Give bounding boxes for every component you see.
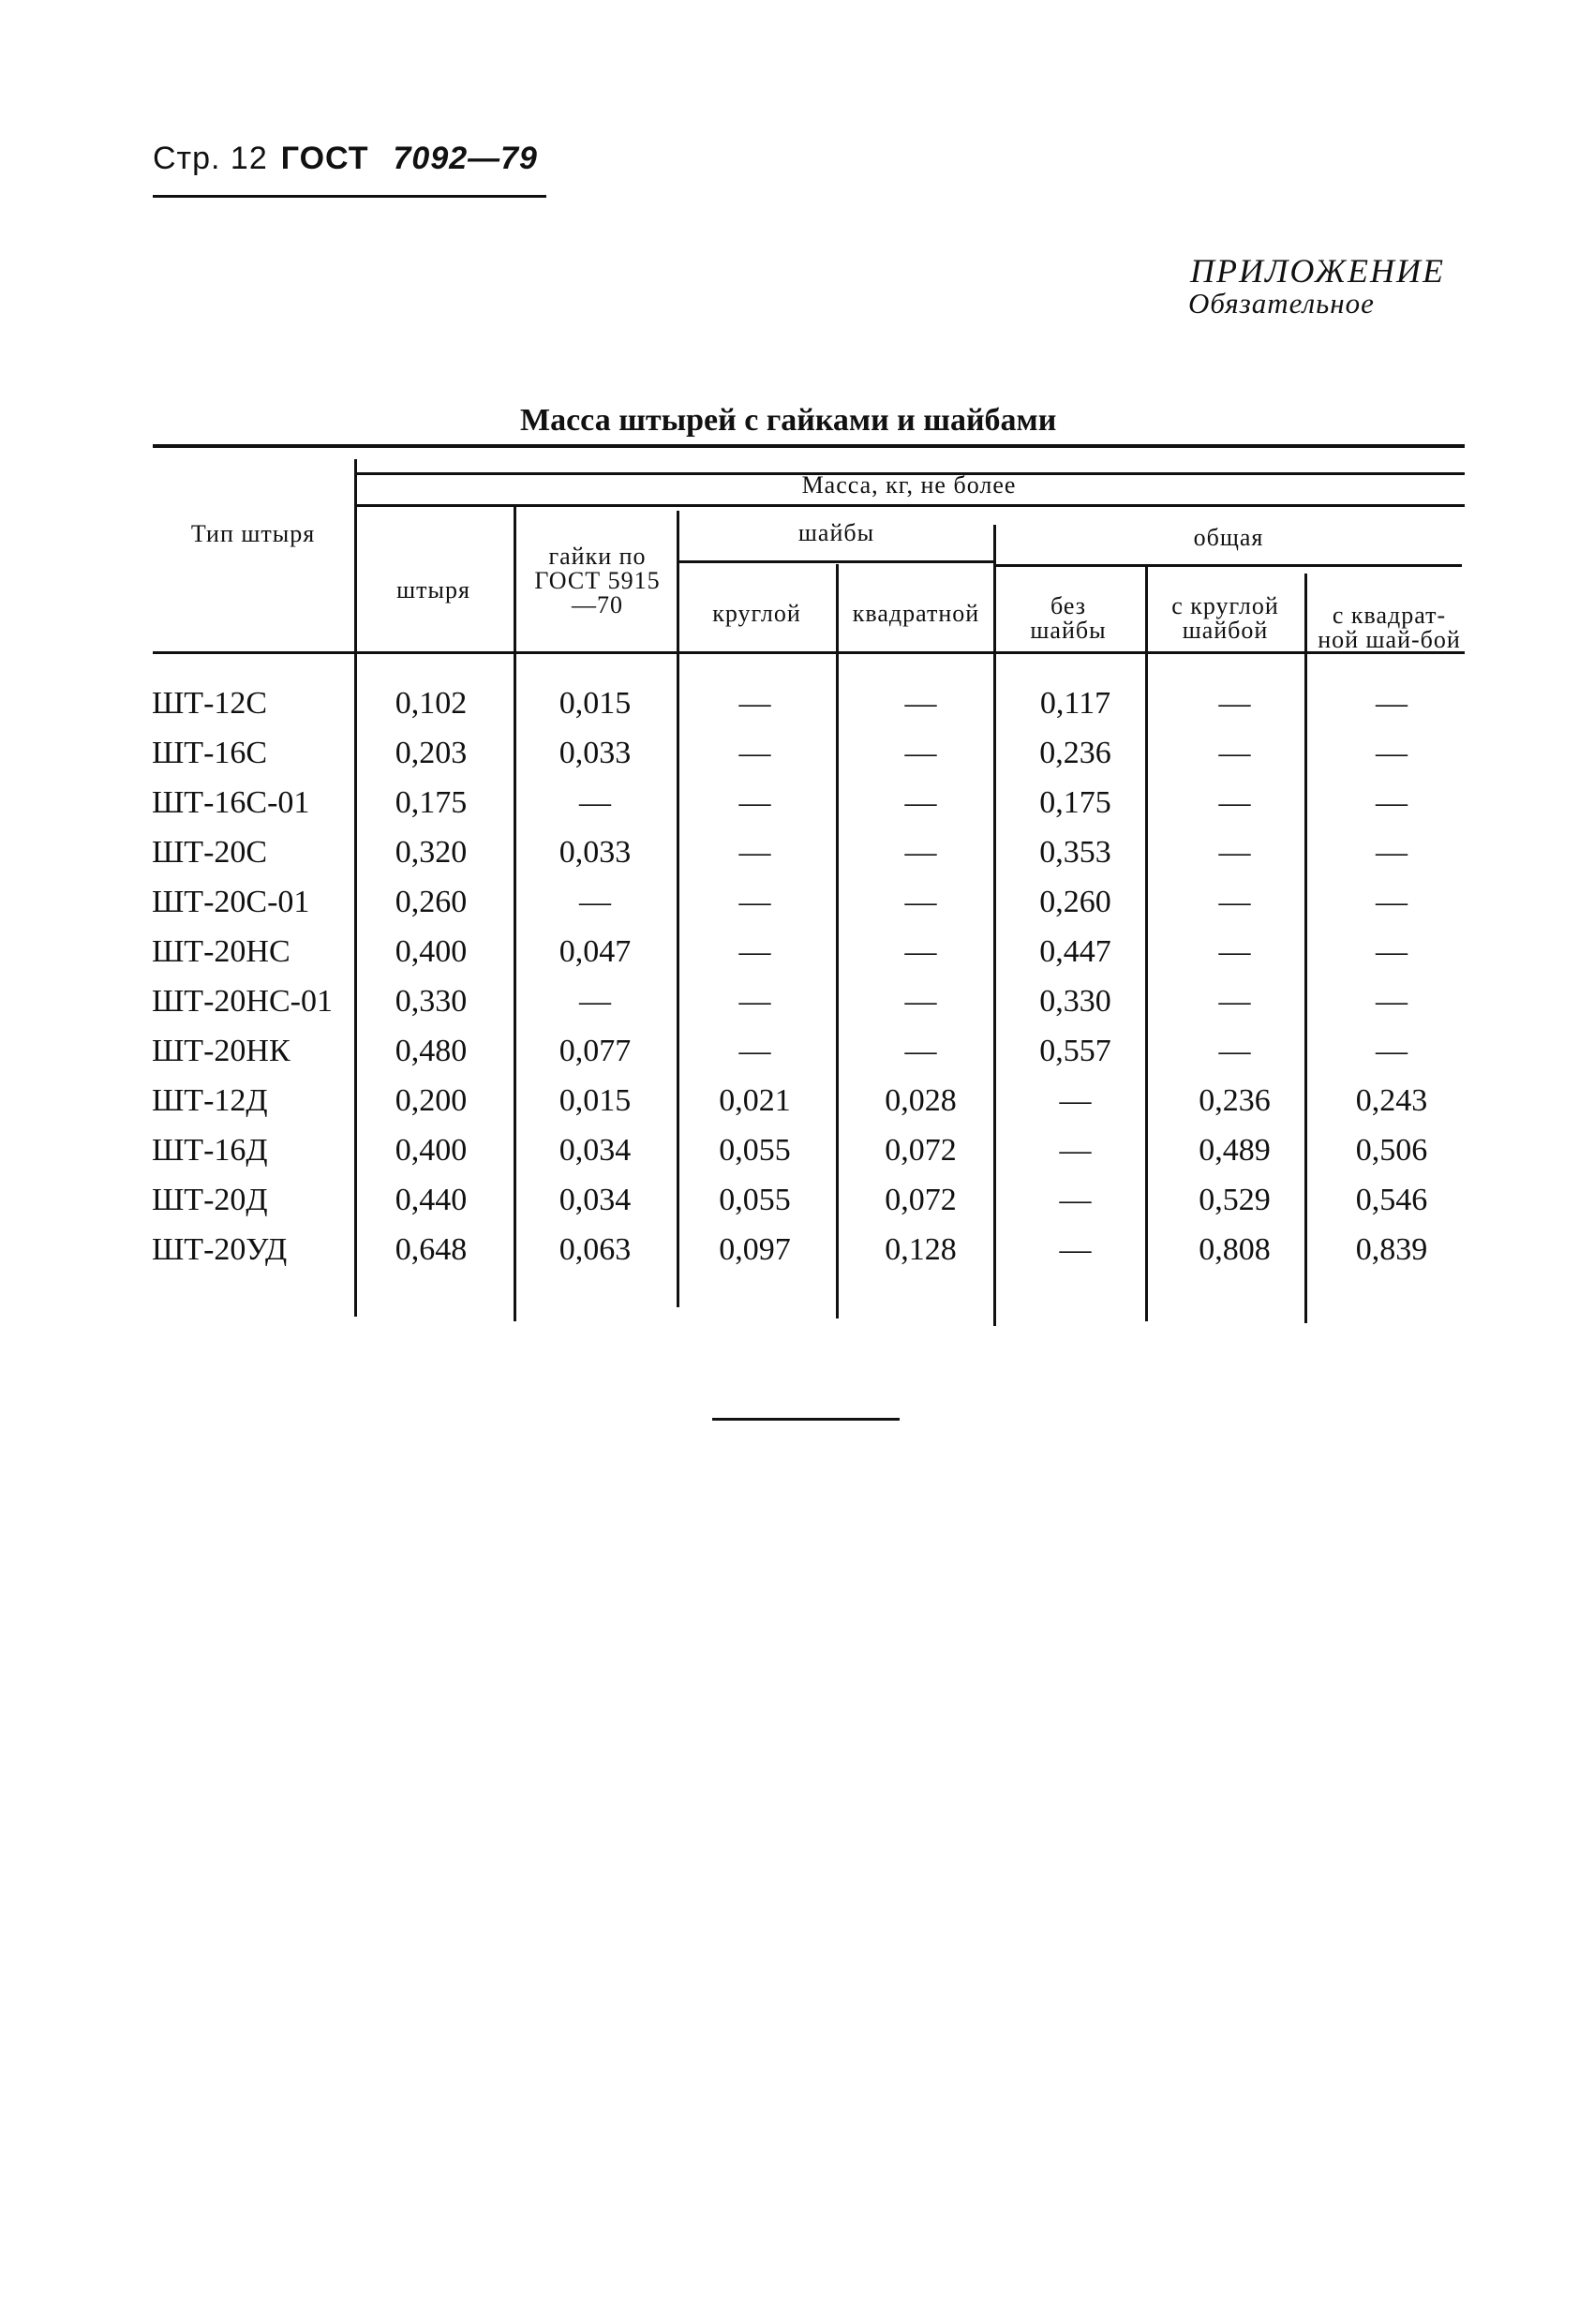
cell-total-with-square: — [1376,785,1408,820]
cell-type: ШТ-20С-01 [152,885,310,919]
table-row [150,1232,1471,1279]
header-with-round: с круглой шайбой [1171,592,1279,644]
appendix-title: ПРИЛОЖЕНИЕ [1190,252,1445,290]
cell-total-no-washer: — [1059,1232,1092,1267]
cell-type: ШТ-12С [152,686,268,721]
cell-round-washer-mass: — [738,934,771,969]
cell-total-no-washer: — [1059,1183,1092,1217]
cell-square-washer-mass: — [904,785,937,820]
cell-total-with-square: 0,839 [1355,1232,1428,1267]
cell-round-washer-mass: — [738,686,771,721]
standard-label: ГОСТ [280,141,369,176]
page-header [153,141,538,177]
cell-type: ШТ-20НК [152,1034,290,1068]
cell-nut-mass: — [579,984,611,1019]
cell-pin-mass: 0,102 [395,686,468,721]
cell-square-washer-mass: — [904,686,937,721]
cell-nut-mass: 0,033 [559,835,632,870]
cell-nut-mass: 0,015 [559,686,632,721]
cell-round-washer-mass: 0,055 [719,1133,791,1168]
header-square: квадратной [852,600,980,627]
cell-pin-mass: 0,400 [395,934,468,969]
cell-pin-mass: 0,330 [395,984,468,1019]
cell-total-no-washer: 0,447 [1039,934,1111,969]
cell-round-washer-mass: — [738,785,771,820]
subgroup-rule [354,504,1465,507]
cell-type: ШТ-16С-01 [152,785,310,820]
cell-square-washer-mass: — [904,736,937,770]
table-row [150,785,1471,832]
cell-square-washer-mass: — [904,885,937,919]
cell-total-with-round: — [1218,934,1251,969]
cell-round-washer-mass: 0,097 [719,1232,791,1267]
cell-square-washer-mass: — [904,1034,937,1068]
cell-pin-mass: 0,480 [395,1034,468,1068]
cell-total-no-washer: 0,236 [1039,736,1111,770]
table-row [150,885,1471,931]
cell-total-with-square: — [1376,934,1408,969]
header-nuts: гайки по ГОСТ 5915—70 [534,543,661,618]
washers-group-rule [679,560,993,563]
header-rule [153,195,546,198]
cell-total-with-round: 0,529 [1199,1183,1271,1217]
cell-pin-mass: 0,400 [395,1133,468,1168]
cell-nut-mass: 0,077 [559,1034,632,1068]
cell-total-with-round: — [1218,785,1251,820]
cell-nut-mass: 0,015 [559,1083,632,1118]
cell-nut-mass: 0,063 [559,1232,632,1267]
cell-square-washer-mass: 0,072 [885,1183,957,1217]
cell-total-no-washer: 0,330 [1039,984,1111,1019]
cell-round-washer-mass: 0,055 [719,1183,791,1217]
cell-round-washer-mass: — [738,1034,771,1068]
cell-total-with-round: — [1218,686,1251,721]
cell-total-no-washer: 0,260 [1039,885,1111,919]
cell-nut-mass: 0,033 [559,736,632,770]
cell-type: ШТ-20УД [152,1232,288,1267]
cell-nut-mass: — [579,885,611,919]
footer-rule [712,1418,900,1421]
table-row [150,1183,1471,1229]
header-with-square: с квадрат-ной шай-бой [1318,602,1461,653]
cell-type: ШТ-20Д [152,1183,268,1217]
header-pin: штыря [396,576,470,603]
cell-round-washer-mass: — [738,835,771,870]
cell-total-with-square: 0,243 [1355,1083,1428,1118]
cell-type: ШТ-20НС [152,934,290,969]
cell-type: ШТ-16Д [152,1133,268,1168]
cell-nut-mass: — [579,785,611,820]
cell-square-washer-mass: 0,072 [885,1133,957,1168]
cell-round-washer-mass: — [738,736,771,770]
cell-total-with-round: 0,808 [1199,1232,1271,1267]
cell-pin-mass: 0,200 [395,1083,468,1118]
cell-pin-mass: 0,648 [395,1232,468,1267]
cell-round-washer-mass: 0,021 [719,1083,791,1118]
cell-nut-mass: 0,047 [559,934,632,969]
cell-total-with-round: 0,236 [1199,1083,1271,1118]
cell-total-with-square: — [1376,736,1408,770]
appendix-subtitle: Обязательное [1188,287,1375,320]
cell-pin-mass: 0,175 [395,785,468,820]
cell-total-with-square: — [1376,984,1408,1019]
cell-round-washer-mass: — [738,885,771,919]
cell-type: ШТ-20С [152,835,268,870]
cell-total-with-round: — [1218,984,1251,1019]
header-total-group: общая [1193,524,1264,551]
cell-total-no-washer: 0,175 [1039,785,1111,820]
cell-total-with-square: — [1376,686,1408,721]
cell-nut-mass: 0,034 [559,1183,632,1217]
cell-total-with-round: 0,489 [1199,1133,1271,1168]
cell-nut-mass: 0,034 [559,1133,632,1168]
cell-total-with-square: — [1376,1034,1408,1068]
header-no-washer: без шайбы [1030,592,1107,644]
cell-total-no-washer: — [1059,1133,1092,1168]
header-round: круглой [712,600,801,627]
standard-number: 7092—79 [393,141,538,176]
cell-total-with-square: — [1376,835,1408,870]
header-mass-group: Масса, кг, не более [801,471,1017,499]
cell-pin-mass: 0,203 [395,736,468,770]
cell-type: ШТ-16С [152,736,268,770]
cell-pin-mass: 0,320 [395,835,468,870]
table-row [150,934,1471,981]
total-group-rule [995,564,1462,567]
cell-total-no-washer: 0,117 [1039,686,1111,721]
table-row [150,984,1471,1031]
cell-total-with-round: — [1218,835,1251,870]
cell-total-with-square: — [1376,885,1408,919]
table-row [150,1034,1471,1080]
cell-square-washer-mass: 0,028 [885,1083,957,1118]
page-number: Стр. 12 [153,141,268,176]
table-title: Масса штырей с гайками и шайбами [520,403,1057,438]
table-row [150,835,1471,882]
cell-square-washer-mass: — [904,984,937,1019]
table-top-rule [153,444,1465,448]
cell-pin-mass: 0,260 [395,885,468,919]
cell-square-washer-mass: 0,128 [885,1232,957,1267]
cell-type: ШТ-20НС-01 [152,984,333,1019]
cell-square-washer-mass: — [904,835,937,870]
cell-pin-mass: 0,440 [395,1183,468,1217]
cell-total-no-washer: — [1059,1083,1092,1118]
cell-total-with-round: — [1218,885,1251,919]
cell-total-with-round: — [1218,736,1251,770]
cell-round-washer-mass: — [738,984,771,1019]
header-type: Тип штыря [190,520,316,547]
cell-total-no-washer: 0,557 [1039,1034,1111,1068]
header-washers-group: шайбы [797,519,875,546]
cell-total-with-square: 0,506 [1355,1133,1428,1168]
table-row [150,736,1471,782]
cell-square-washer-mass: — [904,934,937,969]
table-row [150,1133,1471,1180]
cell-total-with-square: 0,546 [1355,1183,1428,1217]
table-row [150,686,1471,733]
cell-total-no-washer: 0,353 [1039,835,1111,870]
table-row [150,1083,1471,1130]
cell-total-with-round: — [1218,1034,1251,1068]
cell-type: ШТ-12Д [152,1083,268,1118]
